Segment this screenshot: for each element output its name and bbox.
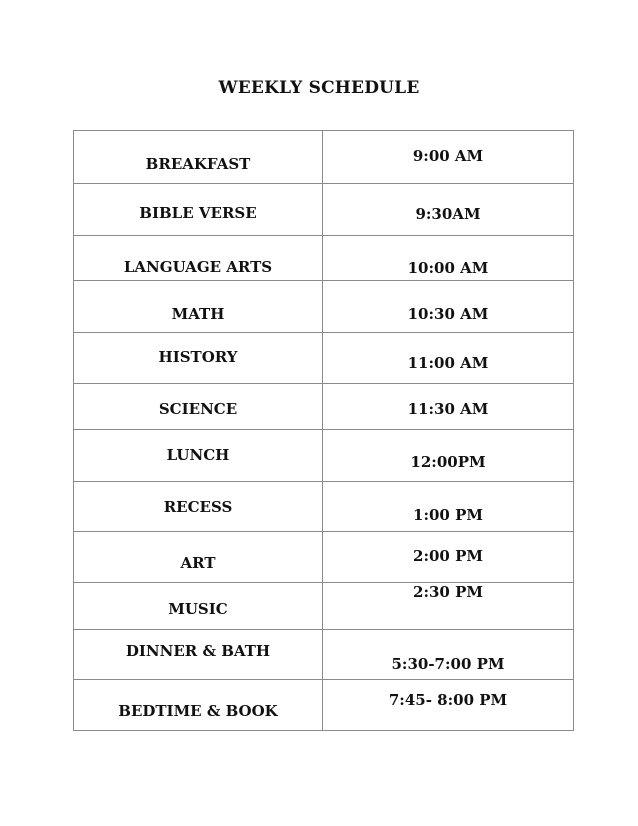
table-row — [74, 430, 574, 482]
table-row — [74, 236, 574, 281]
time-cell — [323, 281, 574, 333]
time-label: 11:30 AM — [407, 400, 489, 418]
activity-label: SCIENCE — [158, 400, 238, 418]
activity-cell — [74, 184, 323, 236]
time-label: 9:30AM — [415, 205, 481, 223]
table-row — [74, 482, 574, 532]
table-row — [74, 532, 574, 583]
activity-cell — [74, 680, 323, 731]
activity-label: HISTORY — [158, 348, 238, 366]
time-label: 10:00 AM — [407, 259, 489, 277]
activity-cell — [74, 532, 323, 583]
time-label: 7:45- 8:00 PM — [388, 691, 508, 709]
time-cell — [323, 630, 574, 680]
time-cell — [323, 236, 574, 281]
activity-label: BIBLE VERSE — [139, 204, 257, 222]
table-row — [74, 333, 574, 384]
activity-cell — [74, 236, 323, 281]
time-label: 2:00 PM — [413, 547, 483, 565]
activity-cell — [74, 333, 323, 384]
activity-label: DINNER & BATH — [125, 642, 271, 660]
table-row — [74, 281, 574, 333]
activity-cell — [74, 430, 323, 482]
time-cell — [323, 532, 574, 583]
time-label: 5:30-7:00 PM — [391, 655, 505, 673]
activity-label: LANGUAGE ARTS — [123, 258, 273, 276]
activity-label: RECESS — [163, 498, 233, 516]
table-row — [74, 583, 574, 630]
activity-label: BEDTIME & BOOK — [118, 702, 278, 720]
activity-cell — [74, 482, 323, 532]
activity-label: BREAKFAST — [145, 155, 251, 173]
table-row — [74, 384, 574, 430]
table-row — [74, 131, 574, 184]
table-row — [74, 184, 574, 236]
time-label: 9:00 AM — [412, 147, 484, 165]
activity-cell — [74, 131, 323, 184]
time-label: 10:30 AM — [407, 305, 489, 323]
table-row — [74, 680, 574, 731]
time-cell — [323, 583, 574, 630]
time-cell — [323, 333, 574, 384]
activity-label: LUNCH — [166, 446, 230, 464]
time-label: 11:00 AM — [407, 354, 489, 372]
activity-label: MATH — [171, 305, 225, 323]
table-row — [74, 630, 574, 680]
activity-cell — [74, 384, 323, 430]
activity-label: MUSIC — [168, 600, 228, 618]
time-cell — [323, 131, 574, 184]
page-title: WEEKLY SCHEDULE — [218, 78, 420, 98]
time-cell — [323, 184, 574, 236]
time-cell — [323, 680, 574, 731]
time-label: 2:30 PM — [413, 583, 483, 601]
activity-label: ART — [180, 554, 216, 572]
activity-cell — [74, 281, 323, 333]
time-cell — [323, 482, 574, 532]
schedule-table — [73, 130, 574, 731]
activity-cell — [74, 583, 323, 630]
time-cell — [323, 384, 574, 430]
activity-cell — [74, 630, 323, 680]
time-cell — [323, 430, 574, 482]
time-label: 1:00 PM — [413, 506, 483, 524]
time-label: 12:00PM — [410, 453, 486, 471]
